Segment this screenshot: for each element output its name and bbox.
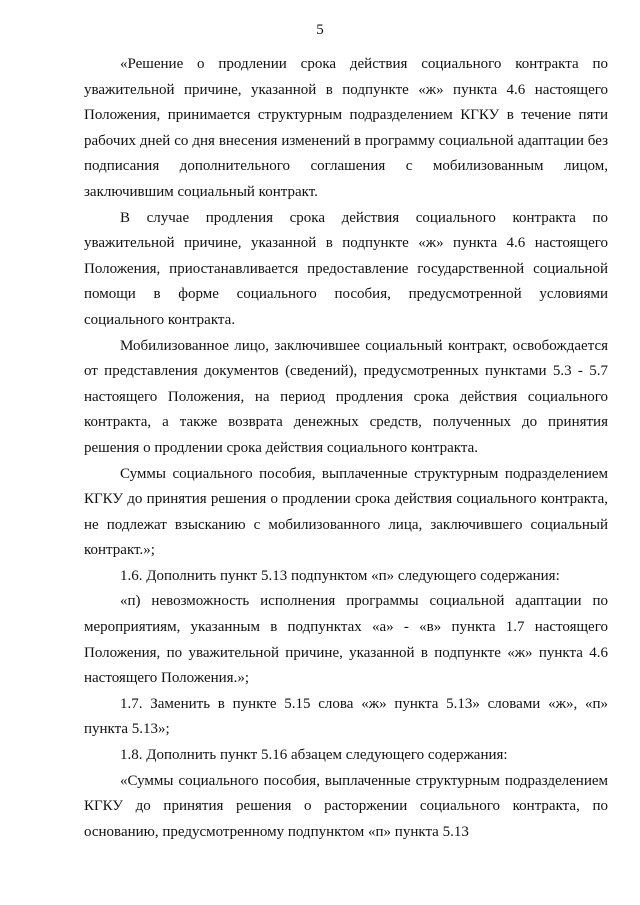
page-number: 5 — [316, 22, 324, 38]
paragraph-item-1-6: 1.6. Дополнить пункт 5.13 подпунктом «п» следующего содержания: — [120, 567, 560, 584]
paragraph-item-1-7: 1.7. Заменить в пункте 5.15 слова «ж» пункта 5.13» словами «ж», «п» пункта 5.13»; — [84, 695, 608, 738]
paragraph-item-1-8: 1.8. Дополнить пункт 5.16 абзацем следующего содержания: — [120, 747, 508, 764]
paragraph-suspension-of-assistance: В случае продления срока действия социального контракта по уважительной причине, указанной в подпункте «ж» пункта 4.6 настоящего Положения, приостанавливается предоставление государственной социальной помощи в форме социального пособия, предусмотренной условиями социального контракта. — [84, 209, 608, 328]
paragraph-exemption-from-documents: Мобилизованное лицо, заключившее социальный контракт, освобождается от представления документов (сведений), предусмотренных пунктами 5.3 - 5.7 настоящего Положения, на период продления срока действия социального контракта, а также возврата денежных средств, полученных до принятия решения о продлении срока действия социального контракта. — [84, 337, 608, 456]
paragraph-no-recovery-of-payments: Суммы социального пособия, выплаченные структурным подразделением КГКУ до принятия решения о продлении срока действия социального контракта, не подлежат взысканию с мобилизованного лица, заключившего социальный контракт.»; — [84, 465, 608, 559]
document-body — [84, 52, 608, 845]
paragraph-subitem-p: «п) невозможность исполнения программы социальной адаптации по мероприятиям, указанным в подпунктах «а» - «в» пункта 1.7 настоящего Положения, по уважительной причине, указанной в подпункте «ж» пункта 4.6 настоящего Положения.»; — [84, 593, 608, 687]
paragraph-sums-on-termination: «Суммы социального пособия, выплаченные структурным подразделением КГКУ до принятия решения о расторжении социального контракта, по основанию, предусмотренному подпунктом «п» пункта 5.13 — [84, 772, 608, 840]
paragraph-decision-extension: «Решение о продлении срока действия социального контракта по уважительной причине, указанной в подпункте «ж» пункта 4.6 настоящего Положения, принимается структурным подразделением КГКУ в течение пяти рабочих дней со дня внесения изменений в программу социальной адаптации без подписания дополнительного соглашения с мобилизованным лицом, заключившим социальный контракт. — [84, 56, 608, 200]
